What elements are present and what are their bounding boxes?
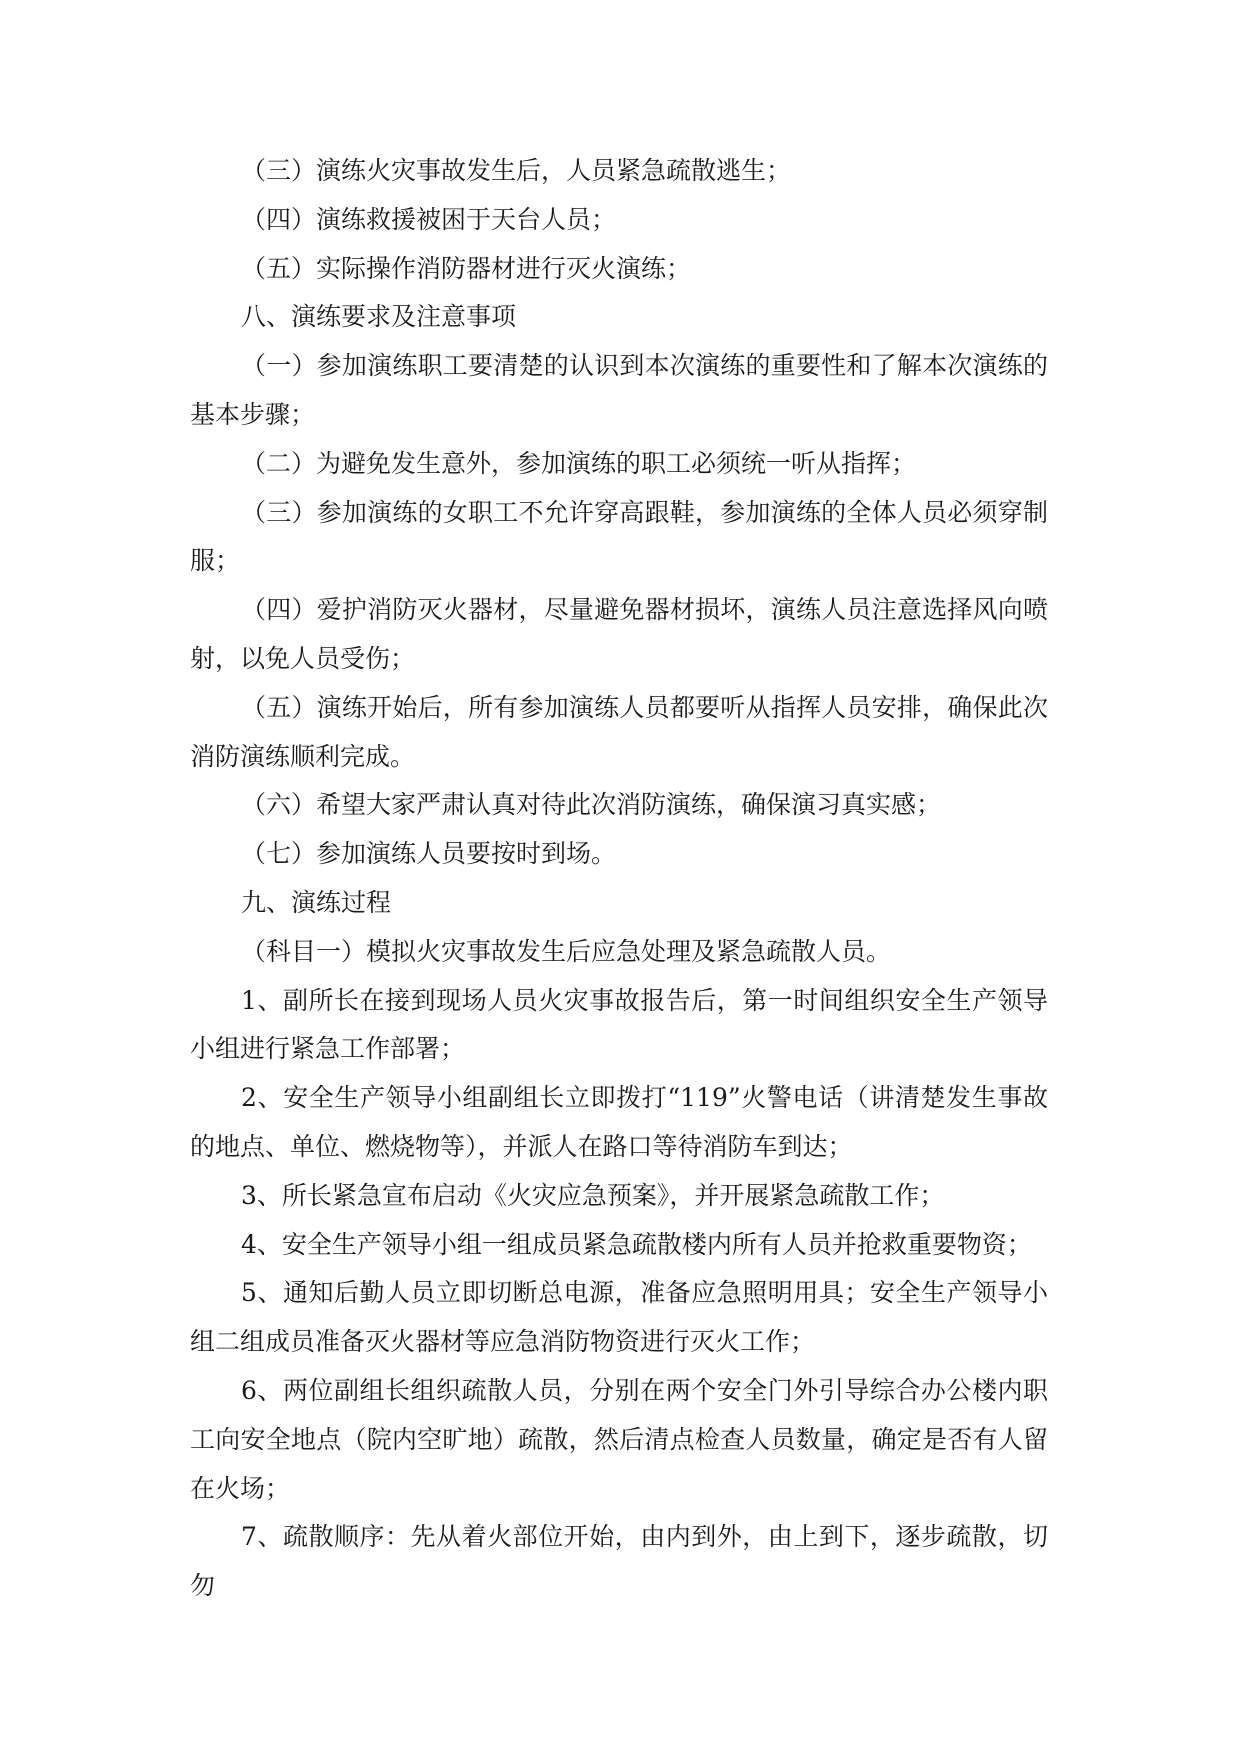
- paragraph: 3、所长紧急宣布启动《火灾应急预案》，并开展紧急疏散工作；: [241, 1180, 945, 1210]
- paragraph: 1、副所长在接到现场人员火灾事故报告后，第一时间组织安全生产领导小组进行紧急工作部署；: [190, 985, 1048, 1064]
- paragraph: 4、安全生产领导小组一组成员紧急疏散楼内所有人员并抢救重要物资；: [241, 1229, 1032, 1259]
- paragraph: （七）参加演练人员要按时到场。: [241, 839, 617, 869]
- paragraph: 6、两位副组长组织疏散人员，分别在两个安全门外引导综合办公楼内职工向安全地点（院内空旷地）疏散，然后清点检查人员数量，确定是否有人留在火场；: [190, 1375, 1048, 1503]
- section-heading: 八、演练要求及注意事项: [241, 302, 517, 332]
- paragraph: （三）参加演练的女职工不允许穿高跟鞋，参加演练的全体人员必须穿制服；: [190, 497, 1048, 576]
- paragraph: 2、安全生产领导小组副组长立即拨打“119”火警电话（讲清楚发生事故的地点、单位、燃烧物等），并派人在路口等待消防车到达；: [190, 1083, 1048, 1161]
- paragraph: （六）希望大家严肃认真对待此次消防演练，确保演习真实感；: [241, 790, 942, 820]
- paragraph: （四）爱护消防灭火器材，尽量避免器材损坏，演练人员注意选择风向喷射，以免人员受伤；: [190, 595, 1048, 673]
- paragraph: （五）演练开始后，所有参加演练人员都要听从指挥人员安排，确保此次消防演练顺利完成。: [190, 692, 1048, 771]
- paragraph: （五）实际操作消防器材进行灭火演练；: [241, 253, 692, 283]
- paragraph: （三）演练火灾事故发生后，人员紧急疏散逃生；: [241, 156, 792, 185]
- paragraph: （四）演练救援被困于天台人员；: [241, 204, 617, 234]
- paragraph: 7、疏散顺序：先从着火部位开始，由内到外，由上到下，逐步疏散，切勿: [190, 1522, 1048, 1601]
- paragraph: （二）为避免发生意外，参加演练的职工必须统一听从指挥；: [241, 448, 917, 478]
- paragraph: （一）参加演练职工要清楚的认识到本次演练的重要性和了解本次演练的基本步骤；: [190, 351, 1048, 429]
- paragraph: （科目一）模拟火灾事故发生后应急处理及紧急疏散人员。: [241, 936, 892, 966]
- paragraph: 5、通知后勤人员立即切断总电源，准备应急照明用具；安全生产领导小组二组成员准备灭火器材等应急消防物资进行灭火工作；: [190, 1278, 1048, 1357]
- section-heading: 九、演练过程: [241, 887, 392, 917]
